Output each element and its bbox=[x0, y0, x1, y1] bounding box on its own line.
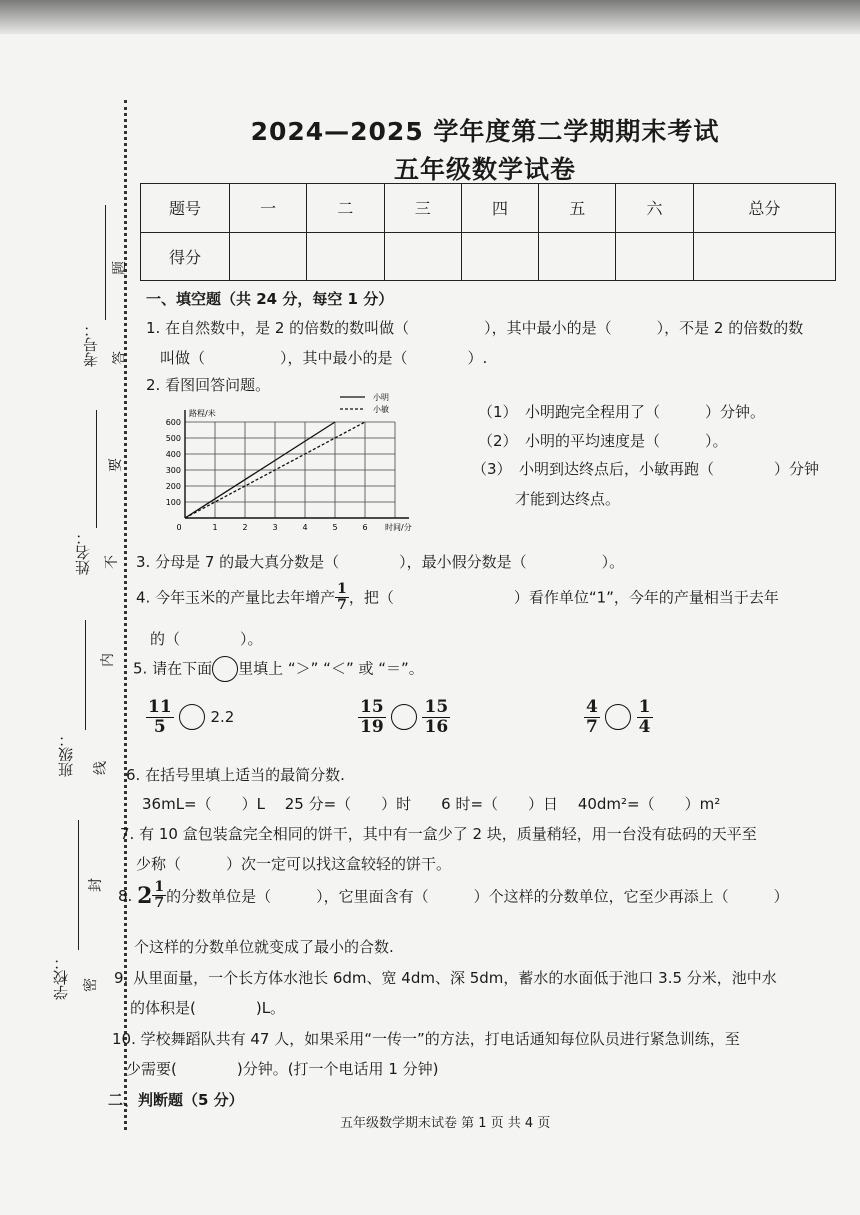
q8-text-a: 8. bbox=[118, 886, 133, 905]
q5-compare-1 bbox=[146, 698, 234, 736]
fraction bbox=[637, 698, 653, 736]
q5-compare-3 bbox=[584, 698, 653, 736]
q5-text-a: 5. 请在下面 bbox=[133, 659, 213, 678]
compare-circle-icon bbox=[212, 656, 238, 682]
label-xuexiao: 学校： bbox=[52, 955, 70, 1000]
y-axis-label: 路程/米 bbox=[189, 409, 216, 418]
distance-time-chart bbox=[155, 393, 440, 533]
score-table-header-row bbox=[141, 184, 836, 233]
x-tick-label: 5 bbox=[332, 523, 338, 532]
field-xingming-line bbox=[96, 410, 97, 528]
y-tick-label: 200 bbox=[165, 482, 181, 491]
score-cell: 题号 bbox=[141, 184, 230, 233]
frac-numerator: 4 bbox=[586, 697, 598, 717]
legend-label: 小敏 bbox=[373, 405, 389, 414]
frac-numerator: 15 bbox=[360, 697, 384, 717]
q4-text-b: ，把（ ）看作单位“1”，今年的产量相当于去年 bbox=[348, 588, 779, 607]
q2-sub3-cont: 才能到达终点。 bbox=[515, 490, 621, 508]
page-footer: 五年级数学期末试卷 第 1 页 共 4 页 bbox=[340, 1116, 551, 1131]
score-table bbox=[140, 183, 836, 281]
q6-intro: 6. 在括号里填上适当的最简分数. bbox=[126, 766, 345, 784]
frac-denominator: 7 bbox=[586, 716, 598, 737]
q5-line bbox=[133, 656, 424, 682]
label-kaohao: 考号： bbox=[82, 322, 100, 367]
frac-denominator: 4 bbox=[638, 716, 651, 737]
q10-line1: 10. 学校舞蹈队共有 47 人，如果采用“一传一”的方法，打电话通知每位队员进行紧急训练，至 bbox=[112, 1030, 740, 1048]
q8-line1 bbox=[118, 880, 789, 912]
frac-denominator: 7 bbox=[154, 895, 165, 912]
score-cell: 二 bbox=[307, 184, 384, 233]
frac-denominator: 7 bbox=[337, 597, 347, 614]
score-table-score-row bbox=[141, 232, 836, 281]
exam-subtitle: 五年级数学试卷 bbox=[393, 155, 576, 184]
x-tick-label: 0 bbox=[176, 523, 182, 532]
q5-text-b: 里填上 “＞” “＜” 或 “＝”。 bbox=[238, 659, 424, 678]
q4-line1 bbox=[136, 582, 779, 614]
field-kaohao-line bbox=[105, 205, 106, 320]
frac-numerator: 1 bbox=[337, 581, 347, 597]
score-blank[interactable] bbox=[461, 232, 538, 281]
frac-numerator: 1 bbox=[154, 879, 165, 895]
answer-circle[interactable] bbox=[179, 704, 205, 730]
score-blank[interactable] bbox=[616, 232, 693, 281]
fraction bbox=[358, 698, 386, 736]
section1-title: 一、填空题（共 24 分，每空 1 分） bbox=[146, 290, 394, 308]
fraction bbox=[152, 880, 166, 912]
label-xingming: 姓名： bbox=[74, 530, 92, 575]
score-blank[interactable] bbox=[307, 232, 384, 281]
x-tick-label: 1 bbox=[212, 523, 218, 532]
answer-circle[interactable] bbox=[605, 704, 631, 730]
frac-denominator: 5 bbox=[153, 716, 166, 737]
x-tick-label: 2 bbox=[242, 523, 248, 532]
dashed-char: 内 bbox=[100, 653, 116, 667]
y-tick-label: 100 bbox=[165, 498, 181, 507]
frac-numerator: 1 bbox=[638, 697, 651, 717]
exam-title: 2024—2025 学年度第二学期期末考试 bbox=[250, 117, 720, 146]
q7-line1: 7. 有 10 盒包装盒完全相同的饼干，其中有一盒少了 2 块，质量稍轻，用一台没有砝码的天平至 bbox=[120, 825, 757, 843]
frac-numerator: 15 bbox=[424, 697, 449, 717]
score-cell: 三 bbox=[384, 184, 461, 233]
q2-sub2: （2） 小明的平均速度是（ ）。 bbox=[478, 432, 728, 450]
y-tick-label: 400 bbox=[165, 450, 181, 459]
x-tick-label: 4 bbox=[302, 523, 308, 532]
x-axis-label: 时间/分 bbox=[385, 523, 412, 532]
frac-denominator: 16 bbox=[424, 716, 449, 737]
field-xuexiao-line bbox=[78, 820, 79, 950]
scan-top-edge bbox=[0, 0, 860, 34]
score-blank[interactable] bbox=[230, 232, 307, 281]
q4-text-a: 4. 今年玉米的产量比去年增产 bbox=[136, 588, 336, 607]
q4-fraction bbox=[335, 582, 349, 614]
frac-numerator: 11 bbox=[148, 697, 172, 717]
dashed-char: 封 bbox=[88, 878, 104, 892]
label-banji: 班级： bbox=[57, 732, 75, 777]
frac-denominator: 19 bbox=[360, 716, 384, 737]
dashed-char: 题 bbox=[112, 261, 128, 275]
q6-line: 36mL=（ ）L 25 分=（ ）时 6 时=（ ）日 40dm²=（ ）m² bbox=[142, 795, 721, 813]
fraction bbox=[584, 698, 600, 736]
dashed-char: 不 bbox=[104, 555, 120, 569]
q7-line2: 少称（ ）次一定可以找这盒较轻的饼干。 bbox=[136, 855, 452, 873]
q2-sub3: （3） 小明到达终点后，小敏再跑（ ）分钟 bbox=[472, 460, 820, 478]
score-blank[interactable] bbox=[384, 232, 461, 281]
score-cell: 得分 bbox=[141, 232, 230, 281]
q9-line1: 9. 从里面量，一个长方体水池长 6dm、宽 4dm、深 5dm，蓄水的水面低于池口 3.5 分米，池中水 bbox=[114, 969, 777, 987]
fraction bbox=[422, 698, 450, 736]
mixed-whole: 2 bbox=[137, 882, 153, 909]
x-tick-label: 3 bbox=[272, 523, 278, 532]
q1-line1: 1. 在自然数中，是 2 的倍数的数叫做（ ），其中最小的是（ ），不是 2 的倍数的数 bbox=[146, 319, 804, 337]
fraction bbox=[146, 698, 174, 736]
q5-compare-2 bbox=[358, 698, 450, 736]
legend-label: 小明 bbox=[373, 393, 389, 402]
x-tick-label: 6 bbox=[362, 523, 368, 532]
q2-intro: 2. 看图回答问题。 bbox=[146, 376, 271, 394]
dashed-char: 答 bbox=[112, 351, 128, 365]
dashed-char: 线 bbox=[93, 761, 109, 775]
q2-sub1: （1） 小明跑完全程用了（ ）分钟。 bbox=[478, 403, 766, 421]
y-tick-label: 300 bbox=[165, 466, 181, 475]
compare-value: 2.2 bbox=[210, 708, 235, 727]
score-cell: 四 bbox=[461, 184, 538, 233]
dashed-char: 密 bbox=[83, 978, 99, 992]
section2-title: 二、判断题（5 分） bbox=[108, 1091, 244, 1109]
score-cell: 总分 bbox=[693, 184, 835, 233]
score-cell: 一 bbox=[230, 184, 307, 233]
q10-line2: 少需要( )分钟。(打一个电话用 1 分钟) bbox=[126, 1060, 439, 1078]
score-cell: 五 bbox=[539, 184, 616, 233]
field-banji-line bbox=[85, 620, 86, 730]
q8-text-b: 的分数单位是（ ），它里面含有（ ）个这样的分数单位，它至少再添上（ ） bbox=[166, 887, 789, 906]
q3: 3. 分母是 7 的最大真分数是（ ），最小假分数是（ ）。 bbox=[136, 553, 625, 571]
q1-line2: 叫做（ ），其中最小的是（ ）. bbox=[160, 349, 488, 367]
dashed-char: 要 bbox=[108, 458, 124, 472]
q8-line2: 个这样的分数单位就变成了最小的合数. bbox=[134, 938, 394, 956]
q9-line2: 的体积是( )L。 bbox=[130, 999, 286, 1017]
y-tick-label: 600 bbox=[165, 418, 181, 427]
score-cell: 六 bbox=[616, 184, 693, 233]
y-tick-label: 500 bbox=[165, 434, 181, 443]
score-blank[interactable] bbox=[539, 232, 616, 281]
score-blank[interactable] bbox=[693, 232, 835, 281]
answer-circle[interactable] bbox=[391, 704, 417, 730]
q4-line2: 的（ ）。 bbox=[150, 630, 263, 648]
